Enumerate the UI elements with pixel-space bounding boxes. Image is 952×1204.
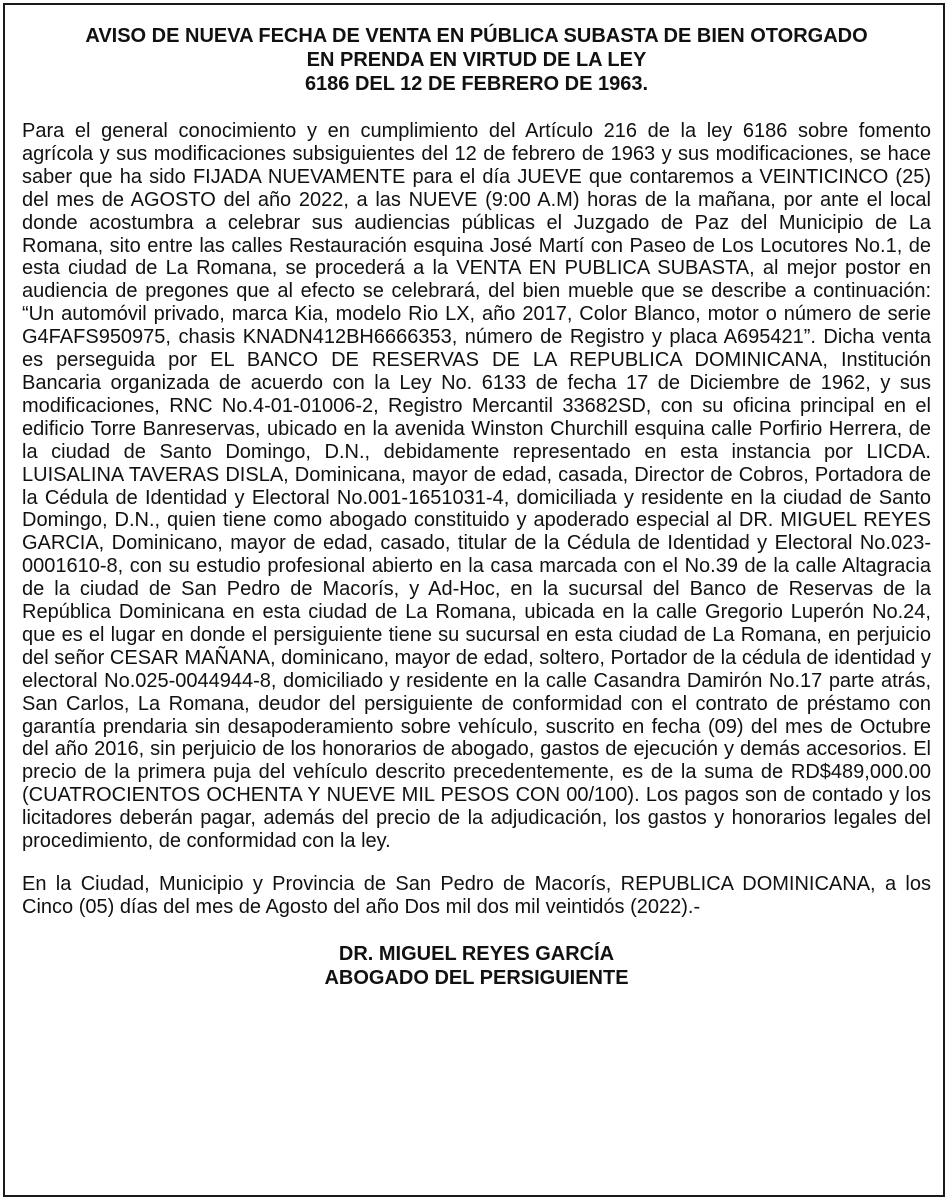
signature-block xyxy=(22,942,931,990)
signature-name: DR. MIGUEL REYES GARCÍA xyxy=(338,942,615,965)
notice-title xyxy=(22,24,931,96)
legal-notice xyxy=(22,24,931,990)
notice-body-paragraph: Para el general conocimiento y en cumplimiento del Artículo 216 de la ley 6186 sobre fomento agrícola y sus modificaciones subsiguientes del 12 de febrero de 1963 y sus modificaciones, se hace saber que ha sido FIJADA NUEVAMENTE para el día JUEVE que contaremos a VEINTICINCO (25) del mes de AGOSTO del año 2022, a las NUEVE (9:00 A.M) horas de la mañana, por ante el local donde acostumbra a celebrar sus audiencias públicas el Juzgado de Paz del Municipio de La Romana, sito entre las calles Restauración esquina José Martí con Paseo de Los Locutores No.1, de esta ciudad de La Romana, se procederá a la VENTA EN PUBLICA SUBASTA, al mejor postor en audiencia de pregones que al efecto se celebrará, del bien mueble que se describe a continuación: “Un automóvil privado, marca Kia, modelo Rio LX, año 2017, Color Blanco, motor o número de serie G4FAFS950975, chasis KNADN412BH6666353, número de Registro y placa A695421”. Dicha venta es perseguida por EL BANCO DE RESERVAS DE LA REPUBLICA DOMINICANA, Institución Bancaria organizada de acuerdo con la Ley No. 6133 de fecha 17 de Diciembre de 1962, y sus modificaciones, RNC No.4-01-01006-2, Registro Mercantil 33682SD, con su oficina principal en el edificio Torre Banreservas, ubicado en la avenida Winston Churchill esquina calle Porfirio Herrera, de la ciudad de Santo Domingo, D.N., debidamente representado en esta instancia por LICDA. LUISALINA TAVERAS DISLA, Dominicana, mayor de edad, casada, Director de Cobros, Portadora de la Cédula de Identidad y Electoral No.001-1651031-4, domiciliada y residente en la ciudad de Santo Domingo, D.N., quien tiene como abogado constituido y apoderado especial al DR. MIGUEL REYES GARCIA, Dominicano, mayor de edad, casado, titular de la Cédula de Identidad y Electoral No.023-0001610-8, con su estudio profesional abierto en la casa marcada con el No.39 de la calle Altagracia de la ciudad de San Pedro de Macorís, y Ad-Hoc, en la sucursal del Banco de Reservas de la República Dominicana en esta ciudad de La Romana, ubicada en la calle Gregorio Luperón No.24, que es el lugar en donde el persiguiente tiene su sucursal en esta ciudad de La Romana, en perjuicio del señor CESAR MAÑANA, dominicano, mayor de edad, soltero, Portador de la cédula de identidad y electoral No.025-0044944-8, domiciliado y residente en la calle Casandra Damirón No.17 parte atrás, San Carlos, La Romana, deudor del persiguiente de conformidad con el contrato de préstamo con garantía prendaria sin desapoderamiento sobre vehículo, suscrito en fecha (09) del mes de Octubre del año 2016, sin perjuicio de los honorarios de abogado, gastos de ejecución y demás accesorios. El precio de la primera puja del vehículo descrito precedentemente, es de la suma de RD$489,000.00 (CUATROCIENTOS OCHENTA Y NUEVE MIL PESOS CON 00/100). Los pagos son de contado y los licitadores deberán pagar, además del precio de la adjudicación, los gastos y honorarios legales del procedimiento, de conformidad con la ley. xyxy=(22,120,931,853)
notice-title-line-2: EN PRENDA EN VIRTUD DE LA LEY xyxy=(306,49,647,71)
notice-closing-paragraph: En la Ciudad, Municipio y Provincia de San Pedro de Macorís, REPUBLICA DOMINICANA, a los Cinco (05) días del mes de Agosto del año Dos mil dos mil veintidós (2022).- xyxy=(22,873,931,918)
signature-role: ABOGADO DEL PERSIGUIENTE xyxy=(324,966,629,989)
notice-title-line-3: 6186 DEL 12 DE FEBRERO DE 1963. xyxy=(304,73,649,95)
notice-title-line-1: AVISO DE NUEVA FECHA DE VENTA EN PÚBLICA SUBASTA DE BIEN OTORGADO xyxy=(85,25,868,47)
